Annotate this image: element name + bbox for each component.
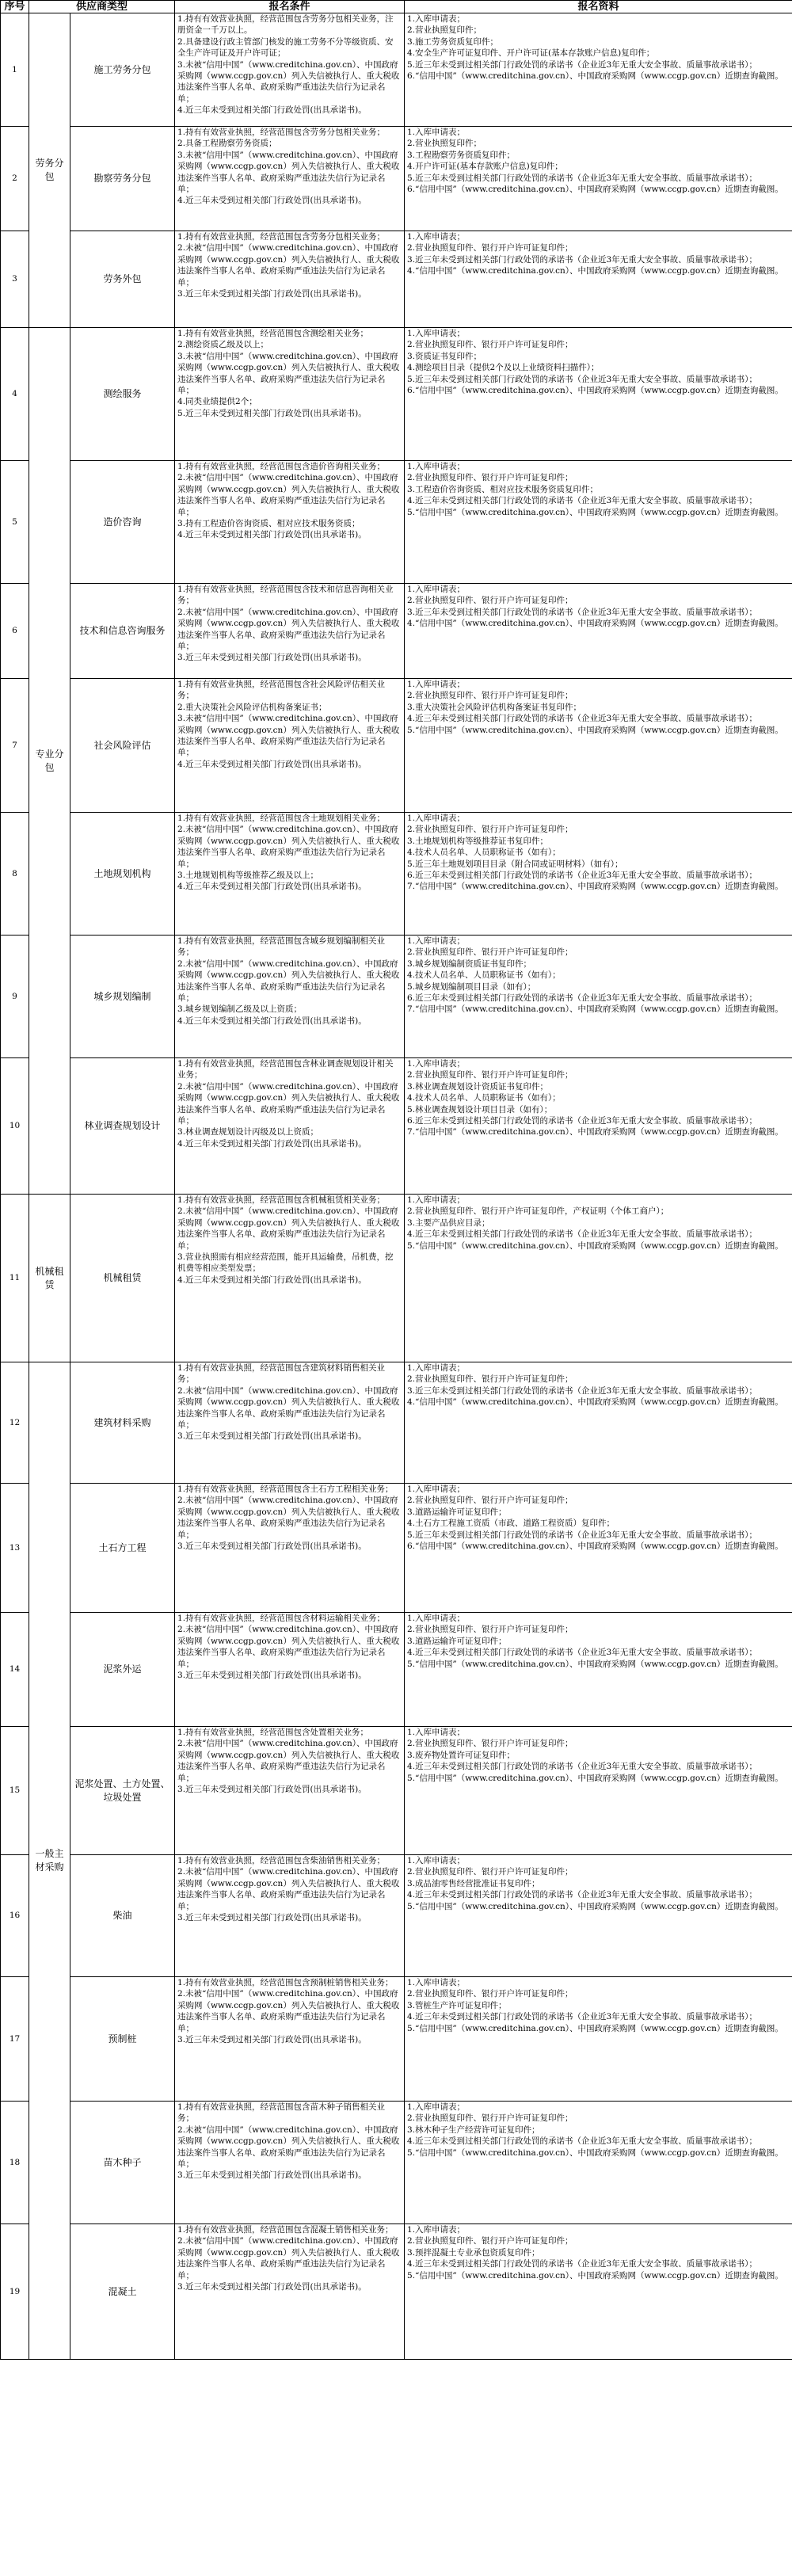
table-row [1,1855,792,1977]
row-number: 3 [1,231,29,328]
table-row [1,1195,792,1362]
document-item: 3.预拌混凝土专业承包资质复印件； [407,2247,540,2258]
condition-item: 2.具备建设行政主管部门核发的施工劳务不分等级资质、安全生产许可证及开户许可证； [177,36,394,59]
documents-cell [405,813,792,936]
document-item: 7.“信用中国”（www.creditchina.gov.cn）、中国政府采购网（www.ccgp.gov.cn）近期查询截图。 [407,882,783,892]
supplier-subtype: 技术和信息咨询服务 [70,584,175,679]
header-supplier-type: 供应商类型 [29,1,175,13]
document-item: 3.林业调查规划设计资质证书复印件； [407,1081,549,1092]
condition-item: 3.城乡规划编制乙级及以上资质； [177,1004,303,1015]
table-row [1,1484,792,1613]
condition-item: 2.未被“信用中国”（www.creditchina.gov.cn）、中国政府采购网（www.ccgp.gov.cn）列入失信被执行人、重大税收违法案件当事人名单、政府采购严重违法失信行为记录名单； [177,1496,400,1540]
condition-item: 3.近三年未受到过相关部门行政处罚(出具承诺书)。 [177,1671,367,1681]
condition-item: 3.近三年未受到过相关部门行政处罚(出具承诺书)。 [177,1913,367,1923]
condition-item: 3.近三年未受到过相关部门行政处罚(出具承诺书)。 [177,1785,367,1795]
document-item: 1.入库申请表； [407,2225,466,2235]
documents-cell [405,2224,792,2360]
document-item: 5.“信用中国”（www.creditchina.gov.cn）、中国政府采购网（www.ccgp.gov.cn）近期查询截图。 [407,2023,783,2033]
condition-item: 2.未被“信用中国”（www.creditchina.gov.cn）、中国政府采购网（www.ccgp.gov.cn）列入失信被执行人、重大税收违法案件当事人名单、政府采购严重违法失信行为记录名单； [177,1867,400,1911]
documents-cell [405,1977,792,2102]
document-item: 5.“信用中国”（www.creditchina.gov.cn）、中国政府采购网（www.ccgp.gov.cn）近期查询截图。 [407,1901,783,1911]
document-item: 1.入库申请表； [407,1978,466,1987]
document-item: 4.土石方工程施工资质（市政、道路工程资质）复印件； [407,1519,615,1529]
table-row [1,231,792,328]
row-number: 13 [1,1484,29,1613]
row-number: 14 [1,1613,29,1727]
supplier-subtype: 社会风险评估 [70,679,175,813]
supplier-category: 劳务分包 [29,13,70,328]
documents-cell [405,1613,792,1727]
document-item: 5.“信用中国”（www.creditchina.gov.cn）、中国政府采购网（www.ccgp.gov.cn）近期查询截图。 [407,2147,783,2158]
document-item: 1.入库申请表； [407,14,466,24]
document-item: 1.入库申请表； [407,128,466,137]
conditions-cell [175,936,405,1058]
condition-item: 2.未被“信用中国”（www.creditchina.gov.cn）、中国政府采购网（www.ccgp.gov.cn）列入失信被执行人、重大税收违法案件当事人名单、政府采购严重违法失信行为记录名单； [177,1081,400,1126]
document-item: 4.技术人员名单、人员职称证书（如有）； [407,1093,561,1103]
document-item: 4.近三年未受到过相关部门行政处罚的承诺书（企业近3年无重大安全事故、质量事故承诺书）； [407,714,757,724]
row-number: 9 [1,936,29,1058]
row-number: 5 [1,461,29,584]
conditions-cell [175,679,405,813]
condition-item: 2.未被“信用中国”（www.creditchina.gov.cn）、中国政府采购网（www.ccgp.gov.cn）列入失信被执行人、重大税收违法案件当事人名单、政府采购严重违法失信行为记录名单； [177,2124,400,2170]
row-number: 19 [1,2224,29,2360]
documents-cell [405,461,792,584]
table-row [1,1058,792,1195]
document-item: 1.入库申请表； [407,329,466,338]
document-item: 5.“信用中国”（www.creditchina.gov.cn）、中国政府采购网（www.ccgp.gov.cn）近期查询截图。 [407,725,783,735]
conditions-cell [175,2102,405,2224]
document-item: 1.入库申请表； [407,585,466,594]
supplier-subtype: 柴油 [70,1855,175,1977]
document-item: 4.技术人员名单、人员职称证书（如有）； [407,848,561,858]
table-row [1,328,792,461]
supplier-subtype: 建筑材料采购 [70,1362,175,1484]
document-item: 2.营业执照复印件； [407,25,482,36]
table-row [1,679,792,813]
document-item: 4.近三年未受到过相关部门行政处罚的承诺书（企业近3年无重大安全事故、质量事故承诺书）； [407,2259,757,2269]
document-item: 3.施工劳务资质复印件； [407,36,499,47]
document-item: 3.主要产品供应目录； [407,1218,490,1228]
documents-cell [405,1362,792,1484]
document-item: 1.入库申请表； [407,814,466,823]
row-number: 10 [1,1058,29,1195]
document-item: 3.近三年未受到过相关部门行政处罚的承诺书（企业近3年无重大安全事故、质量事故承诺书）； [407,1385,757,1396]
condition-item: 3.营业执照需有相应经营范围，能开具运输费，吊机费，挖机费等相应类型发票； [177,1252,394,1274]
document-item: 4.近三年未受到过相关部门行政处罚的承诺书（企业近3年无重大安全事故、质量事故承诺书）； [407,2136,757,2147]
row-number: 2 [1,127,29,231]
document-item: 1.入库申请表； [407,232,466,242]
condition-item: 2.未被“信用中国”（www.creditchina.gov.cn）、中国政府采购网（www.ccgp.gov.cn）列入失信被执行人、重大税收违法案件当事人名单、政府采购严重违法失信行为记录名单； [177,1739,400,1783]
conditions-cell [175,127,405,231]
supplier-category: 机械租赁 [29,1195,70,1362]
table-row [1,1727,792,1855]
supplier-subtype: 泥浆处置、土方处置、垃圾处置 [70,1727,175,1855]
condition-item: 1.持有有效营业执照，经营范围包含处置相关业务； [177,1728,369,1737]
supplier-subtype: 测绘服务 [70,328,175,461]
conditions-cell [175,1855,405,1977]
table-header-row [1,1,792,13]
documents-cell [405,1058,792,1195]
table-row [1,1977,792,2102]
row-number: 7 [1,679,29,813]
document-item: 2.营业执照复印件、银行开户许可证复印件； [407,1070,573,1080]
supplier-subtype: 土石方工程 [70,1484,175,1613]
document-item: 2.营业执照复印件、银行开户许可证复印件，产权证明（个体工商户）； [407,1206,669,1217]
row-number: 12 [1,1362,29,1484]
table-row [1,936,792,1058]
document-item: 6.“信用中国”（www.creditchina.gov.cn）、中国政府采购网（www.ccgp.gov.cn）近期查询截图。 [407,1541,783,1552]
document-item: 3.近三年未受到过相关部门行政处罚的承诺书（企业近3年无重大安全事故、质量事故承诺书）； [407,607,757,617]
condition-item: 1.持有有效营业执照，经营范围包含材料运输相关业务； [177,1614,386,1623]
row-number: 4 [1,328,29,461]
document-item: 1.入库申请表； [407,1614,466,1623]
condition-item: 2.未被“信用中国”（www.creditchina.gov.cn）、中国政府采购网（www.ccgp.gov.cn）列入失信被执行人、重大税收违法案件当事人名单、政府采购严重违法失信行为记录名单； [177,607,400,652]
table-row [1,1613,792,1727]
condition-item: 1.持有有效营业执照，经营范围包含测绘相关业务； [177,329,369,338]
document-item: 1.入库申请表； [407,1363,466,1373]
document-item: 1.入库申请表； [407,1728,466,1737]
document-item: 1.入库申请表； [407,936,466,946]
supplier-subtype: 林业调查规划设计 [70,1058,175,1195]
condition-item: 3.近三年未受到过相关部门行政处罚(出具承诺书)。 [177,1541,367,1552]
conditions-cell [175,1613,405,1727]
supplier-subtype: 混凝土 [70,2224,175,2360]
supplier-subtype: 造价咨询 [70,461,175,584]
condition-item: 3.未被“信用中国”（www.creditchina.gov.cn）、中国政府采购网（www.ccgp.gov.cn）列入失信被执行人、重大税收违法案件当事人名单、政府采购严重违法失信行为记录名单； [177,714,400,758]
condition-item: 3.近三年未受到过相关部门行政处罚(出具承诺书)。 [177,2282,367,2292]
table-row [1,2224,792,2360]
document-item: 2.营业执照复印件、银行开户许可证复印件； [407,691,573,701]
document-item: 1.入库申请表； [407,680,466,689]
document-item: 5.林业调查规划设计项目目录（如有）； [407,1104,553,1115]
supplier-category: 专业分包 [29,328,70,1195]
document-item: 3.资质证书复印件； [407,351,482,361]
document-item: 4.近三年未受到过相关部门行政处罚的承诺书（企业近3年无重大安全事故、质量事故承诺书）； [407,1890,757,1900]
condition-item: 4.近三年未受到过相关部门行政处罚(出具承诺书)。 [177,196,367,206]
document-item: 2.营业执照复印件、银行开户许可证复印件； [407,2236,573,2246]
document-item: 3.道路运输许可证复印件； [407,1636,507,1646]
document-item: 5.近三年未受到过相关部门行政处罚的承诺书（企业近3年无重大安全事故、质量事故承诺书）； [407,374,757,384]
document-item: 3.近三年未受到过相关部门行政处罚的承诺书（企业近3年无重大安全事故、质量事故承诺书）； [407,254,757,265]
condition-item: 1.持有有效营业执照，经营范围包含混凝土销售相关业务； [177,2225,394,2235]
row-number: 6 [1,584,29,679]
document-item: 3.道路运输许可证复印件； [407,1507,507,1517]
condition-item: 2.未被“信用中国”（www.creditchina.gov.cn）、中国政府采购网（www.ccgp.gov.cn）列入失信被执行人、重大税收违法案件当事人名单、政府采购严重违法失信行为记录名单； [177,473,400,517]
document-item: 4.近三年未受到过相关部门行政处罚的承诺书（企业近3年无重大安全事故、质量事故承诺书）； [407,1648,757,1658]
conditions-cell [175,1727,405,1855]
documents-cell [405,13,792,127]
condition-item: 3.土地规划机构等级推荐乙级及以上； [177,871,319,881]
condition-item: 2.未被“信用中国”（www.creditchina.gov.cn）、中国政府采购网（www.ccgp.gov.cn）列入失信被执行人、重大税收违法案件当事人名单、政府采购严重违法失信行为记录名单； [177,1206,400,1251]
document-item: 6.“信用中国”（www.creditchina.gov.cn）、中国政府采购网（www.ccgp.gov.cn）近期查询截图。 [407,386,783,396]
supplier-subtype: 劳务外包 [70,231,175,328]
condition-item: 1.持有有效营业执照，经营范围包含土地规划相关业务； [177,814,386,823]
document-item: 3.土地规划机构等级推荐证书复印件； [407,836,549,846]
document-item: 2.营业执照复印件、银行开户许可证复印件； [407,1739,573,1749]
document-item: 6.近三年未受到过相关部门行政处罚的承诺书（企业近3年无重大安全事故、质量事故承诺书）； [407,871,757,881]
table-row [1,127,792,231]
conditions-cell [175,2224,405,2360]
document-item: 5.近三年土地规划项目目录（附合同或证明材料）（如有）； [407,859,623,869]
document-item: 2.营业执照复印件、银行开户许可证复印件； [407,1867,573,1877]
conditions-cell [175,1362,405,1484]
documents-cell [405,328,792,461]
condition-item: 2.未被“信用中国”（www.creditchina.gov.cn）、中国政府采购网（www.ccgp.gov.cn）列入失信被执行人、重大税收违法案件当事人名单、政府采购严重违法失信行为记录名单； [177,1385,400,1431]
document-item: 2.营业执照复印件、银行开户许可证复印件； [407,2113,573,2124]
table-row [1,461,792,584]
document-item: 4.近三年未受到过相关部门行政处罚的承诺书（企业近3年无重大安全事故、质量事故承诺书）； [407,1762,757,1772]
document-item: 1.入库申请表； [407,462,466,471]
conditions-cell [175,328,405,461]
documents-cell [405,2102,792,2224]
document-item: 4.安全生产许可证复印件、开户许可证(基本存款账户信息)复印件； [407,48,655,59]
document-item: 2.营业执照复印件、银行开户许可证复印件； [407,1374,573,1385]
documents-cell [405,1855,792,1977]
documents-cell [405,1195,792,1362]
documents-cell [405,936,792,1058]
document-item: 3.管桩生产许可证复印件； [407,2000,507,2010]
document-item: 5.“信用中国”（www.creditchina.gov.cn）、中国政府采购网（www.ccgp.gov.cn）近期查询截图。 [407,1659,783,1669]
document-item: 2.营业执照复印件、银行开户许可证复印件； [407,1496,573,1506]
header-conditions: 报名条件 [175,1,405,13]
document-item: 2.营业执照复印件、银行开户许可证复印件； [407,596,573,606]
condition-item: 3.未被“信用中国”（www.creditchina.gov.cn）、中国政府采购网（www.ccgp.gov.cn）列入失信被执行人、重大税收违法案件当事人名单、政府采购严重违法失信行为记录名单； [177,150,400,195]
condition-item: 2.未被“信用中国”（www.creditchina.gov.cn）、中国政府采购网（www.ccgp.gov.cn）列入失信被执行人、重大税收违法案件当事人名单、政府采购严重违法失信行为记录名单； [177,2236,400,2281]
supplier-subtype: 机械租赁 [70,1195,175,1362]
documents-cell [405,231,792,328]
condition-item: 1.持有有效营业执照，经营范围包含劳务分包相关业务，注册资金一千万以上。 [177,14,394,36]
condition-item: 2.未被“信用中国”（www.creditchina.gov.cn）、中国政府采购网（www.ccgp.gov.cn）列入失信被执行人、重大税收违法案件当事人名单、政府采购严重违法失信行为记录名单； [177,825,400,869]
supplier-subtype: 苗木种子 [70,2102,175,2224]
condition-item: 4.近三年未受到过相关部门行政处罚(出具承诺书)。 [177,105,367,116]
table-row [1,584,792,679]
condition-item: 4.近三年未受到过相关部门行政处罚(出具承诺书)。 [177,759,367,769]
condition-item: 1.持有有效营业执照，经营范围包含预制桩销售相关业务； [177,1978,394,1987]
document-item: 3.重大决策社会风险评估机构备案证书复印件； [407,702,582,712]
condition-item: 2.未被“信用中国”（www.creditchina.gov.cn）、中国政府采购网（www.ccgp.gov.cn）列入失信被执行人、重大税收违法案件当事人名单、政府采购严重违法失信行为记录名单； [177,243,400,288]
document-item: 5.“信用中国”（www.creditchina.gov.cn）、中国政府采购网（www.ccgp.gov.cn）近期查询截图。 [407,1773,783,1783]
document-item: 6.近三年未受到过相关部门行政处罚的承诺书（企业近3年无重大安全事故、质量事故承诺书）； [407,1116,757,1126]
document-item: 1.入库申请表； [407,1195,466,1205]
condition-item: 3.林业调查规划设计丙级及以上资质； [177,1127,319,1137]
document-item: 2.营业执照复印件、银行开户许可证复印件； [407,825,573,835]
document-item: 3.废弃物处置许可证复印件； [407,1750,516,1760]
document-item: 7.“信用中国”（www.creditchina.gov.cn）、中国政府采购网（www.ccgp.gov.cn）近期查询截图。 [407,1004,783,1015]
condition-item: 4.近三年未受到过相关部门行政处罚(出具承诺书)。 [177,1275,367,1285]
condition-item: 1.持有有效营业执照，经营范围包含劳务分包相关业务； [177,232,386,242]
document-item: 3.工程造价咨询资质、相对应技术服务资质复印件； [407,484,599,494]
condition-item: 3.未被“信用中国”（www.creditchina.gov.cn）、中国政府采购网（www.ccgp.gov.cn）列入失信被执行人、重大税收违法案件当事人名单、政府采购严重违法失信行为记录名单； [177,351,400,396]
document-item: 6.“信用中国”（www.creditchina.gov.cn）、中国政府采购网（www.ccgp.gov.cn）近期查询截图。 [407,71,783,82]
conditions-cell [175,231,405,328]
row-number: 15 [1,1727,29,1855]
condition-item: 3.近三年未受到过相关部门行政处罚(出具承诺书)。 [177,653,367,663]
conditions-cell [175,584,405,679]
document-item: 4.技术人员名单、人员职称证书（如有）； [407,970,561,981]
conditions-cell [175,1484,405,1613]
condition-item: 2.未被“信用中国”（www.creditchina.gov.cn）、中国政府采购网（www.ccgp.gov.cn）列入失信被执行人、重大税收违法案件当事人名单、政府采购严重违法失信行为记录名单； [177,958,400,1004]
supplier-subtype: 泥浆外运 [70,1613,175,1727]
documents-cell [405,1727,792,1855]
document-item: 5.近三年未受到过相关部门行政处罚的承诺书（企业近3年无重大安全事故、质量事故承诺书）； [407,1530,757,1540]
document-item: 6.“信用中国”（www.creditchina.gov.cn）、中国政府采购网（www.ccgp.gov.cn）近期查询截图。 [407,185,783,195]
condition-item: 3.近三年未受到过相关部门行政处罚(出具承诺书)。 [177,289,367,299]
document-item: 4.测绘项目目录（提供2个及以上业绩资料扫描件）； [407,363,600,373]
condition-item: 4.近三年未受到过相关部门行政处罚(出具承诺书)。 [177,530,367,540]
document-item: 1.入库申请表； [407,1059,466,1069]
condition-item: 2.未被“信用中国”（www.creditchina.gov.cn）、中国政府采购网（www.ccgp.gov.cn）列入失信被执行人、重大税收违法案件当事人名单、政府采购严重违法失信行为记录名单； [177,1625,400,1669]
document-item: 2.营业执照复印件、银行开户许可证复印件； [407,473,573,483]
table-body [1,13,792,2360]
document-item: 3.成品油零售经营批准证书复印件； [407,1878,540,1888]
condition-item: 1.持有有效营业执照，经营范围包含社会风险评估相关业务； [177,680,386,701]
condition-item: 3.未被“信用中国”（www.creditchina.gov.cn）、中国政府采购网（www.ccgp.gov.cn）列入失信被执行人、重大税收违法案件当事人名单、政府采购严重违法失信行为记录名单； [177,59,400,104]
condition-item: 4.近三年未受到过相关部门行政处罚(出具承诺书)。 [177,1138,367,1149]
condition-item: 5.近三年未受到过相关部门行政处罚(出具承诺书)。 [177,408,367,418]
documents-cell [405,679,792,813]
document-item: 2.营业执照复印件、银行开户许可证复印件； [407,340,573,350]
row-number: 11 [1,1195,29,1362]
supplier-subtype: 预制桩 [70,1977,175,2102]
document-item: 2.营业执照复印件、银行开户许可证复印件； [407,947,573,958]
condition-item: 2.重大决策社会风险评估机构备案证书； [177,702,327,712]
document-item: 1.入库申请表； [407,1484,466,1494]
condition-item: 2.测绘资质乙级及以上； [177,340,269,350]
header-documents: 报名资料 [405,1,792,13]
row-number: 8 [1,813,29,936]
condition-item: 3.持有工程造价咨询资质、相对应技术服务资质； [177,519,360,529]
documents-cell [405,1484,792,1613]
condition-item: 1.持有有效营业执照，经营范围包含城乡规划编制相关业务； [177,936,386,958]
conditions-cell [175,813,405,936]
document-item: 7.“信用中国”（www.creditchina.gov.cn）、中国政府采购网（www.ccgp.gov.cn）近期查询截图。 [407,1127,783,1137]
document-item: 4.近三年未受到过相关部门行政处罚的承诺书（企业近3年无重大安全事故、质量事故承诺书）； [407,1229,757,1240]
document-item: 2.营业执照复印件； [407,139,482,149]
document-item: 2.营业执照复印件、银行开户许可证复印件； [407,1625,573,1635]
conditions-cell [175,1977,405,2102]
condition-item: 1.持有有效营业执照，经营范围包含技术和信息咨询相关业务； [177,585,394,606]
document-item: 1.入库申请表； [407,2102,466,2112]
document-item: 5.近三年未受到过相关部门行政处罚的承诺书（企业近3年无重大安全事故、质量事故承诺书）； [407,173,757,183]
document-item: 3.工程勘察劳务资质复印件； [407,150,516,160]
condition-item: 1.持有有效营业执照，经营范围包含机械租赁相关业务； [177,1195,386,1205]
condition-item: 1.持有有效营业执照，经营范围包含造价咨询相关业务； [177,462,386,471]
table-row [1,1362,792,1484]
document-item: 5.“信用中国”（www.creditchina.gov.cn）、中国政府采购网（www.ccgp.gov.cn）近期查询截图。 [407,1240,783,1251]
header-no: 序号 [1,1,29,13]
condition-item: 1.持有有效营业执照，经营范围包含劳务分包相关业务； [177,128,386,137]
condition-item: 1.持有有效营业执照，经营范围包含土石方工程相关业务； [177,1484,394,1494]
document-item: 5.城乡规划编制项目目录（如有）； [407,981,536,992]
condition-item: 4.同类业绩提供2个； [177,397,257,407]
condition-item: 1.持有有效营业执照，经营范围包含林业调查规划设计相关业务； [177,1059,394,1080]
condition-item: 3.近三年未受到过相关部门行政处罚(出具承诺书)。 [177,2170,367,2181]
document-item: 4.“信用中国”（www.creditchina.gov.cn）、中国政府采购网（www.ccgp.gov.cn）近期查询截图。 [407,619,783,629]
supplier-category: 一般主材采购 [29,1362,70,2360]
condition-item: 2.具备工程勘察劳务资质； [177,139,277,149]
condition-item: 1.持有有效营业执照，经营范围包含柴油销售相关业务； [177,1856,386,1865]
document-item: 2.营业执照复印件、银行开户许可证复印件； [407,243,573,253]
table-row [1,813,792,936]
document-item: 3.城乡规划编制资质证书复印件； [407,958,532,969]
row-number: 18 [1,2102,29,2224]
condition-item: 2.未被“信用中国”（www.creditchina.gov.cn）、中国政府采购网（www.ccgp.gov.cn）列入失信被执行人、重大税收违法案件当事人名单、政府采购严重违法失信行为记录名单； [177,1989,400,2033]
condition-item: 1.持有有效营业执照，经营范围包含苗木种子销售相关业务； [177,2102,386,2124]
document-item: 1.入库申请表； [407,1856,466,1865]
table-row [1,2102,792,2224]
documents-cell [405,127,792,231]
document-item: 4.近三年未受到过相关部门行政处罚的承诺书（企业近3年无重大安全事故、质量事故承诺书）； [407,496,757,506]
row-number: 1 [1,13,29,127]
document-item: 5.“信用中国”（www.creditchina.gov.cn）、中国政府采购网（www.ccgp.gov.cn）近期查询截图。 [407,507,783,517]
document-item: 4.“信用中国”（www.creditchina.gov.cn）、中国政府采购网（www.ccgp.gov.cn）近期查询截图。 [407,1397,783,1408]
condition-item: 4.近三年未受到过相关部门行政处罚(出具承诺书)。 [177,882,367,892]
conditions-cell [175,13,405,127]
document-item: 4.开户许可证(基本存款账户信息)复印件； [407,162,563,172]
conditions-cell [175,461,405,584]
condition-item: 3.近三年未受到过相关部门行政处罚(出具承诺书)。 [177,2035,367,2045]
documents-cell [405,584,792,679]
supplier-subtype: 土地规划机构 [70,813,175,936]
supplier-subtype: 城乡规划编制 [70,936,175,1058]
document-item: 5.“信用中国”（www.creditchina.gov.cn）、中国政府采购网（www.ccgp.gov.cn）近期查询截图。 [407,2270,783,2281]
document-item: 5.近三年未受到过相关部门行政处罚的承诺书（企业近3年无重大安全事故、质量事故承诺书）； [407,59,757,70]
row-number: 16 [1,1855,29,1977]
document-item: 6.近三年未受到过相关部门行政处罚的承诺书（企业近3年无重大安全事故、质量事故承诺书）； [407,993,757,1004]
document-item: 2.营业执照复印件、银行开户许可证复印件； [407,1989,573,1999]
row-number: 17 [1,1977,29,2102]
document-item: 3.林木种子生产经营许可证复印件； [407,2124,540,2135]
conditions-cell [175,1058,405,1195]
supplier-subtype: 勘察劳务分包 [70,127,175,231]
supplier-subtype: 施工劳务分包 [70,13,175,127]
conditions-cell [175,1195,405,1362]
table-row [1,13,792,127]
document-item: 4.近三年未受到过相关部门行政处罚的承诺书（企业近3年无重大安全事故、质量事故承诺书）； [407,2012,757,2022]
condition-item: 1.持有有效营业执照，经营范围包含建筑材料销售相关业务； [177,1363,386,1385]
condition-item: 4.近三年未受到过相关部门行政处罚(出具承诺书)。 [177,1016,367,1026]
condition-item: 3.近三年未受到过相关部门行政处罚(出具承诺书)。 [177,1431,367,1442]
document-item: 4.“信用中国”（www.creditchina.gov.cn）、中国政府采购网（www.ccgp.gov.cn）近期查询截图。 [407,266,783,276]
